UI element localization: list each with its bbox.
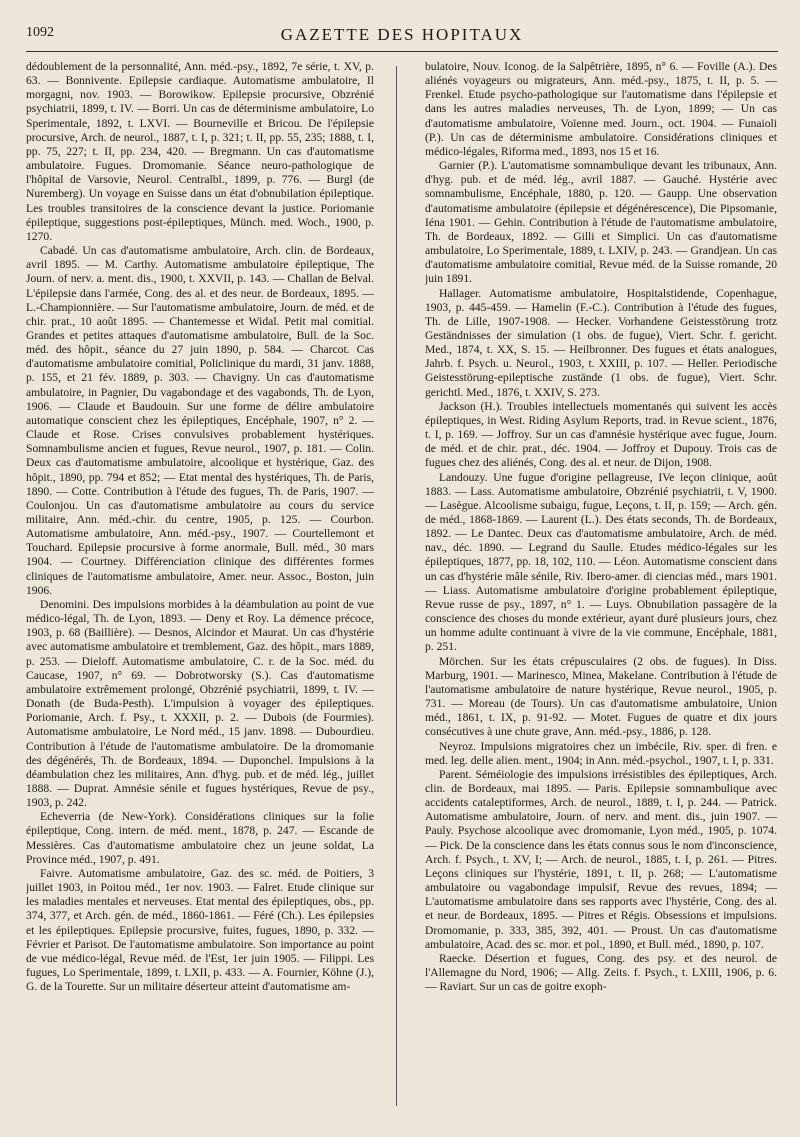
reference-entry: Neyroz. Impulsions migratoires chez un imbécile, Riv. sper. di fren. e med. leg. delle alien. ment., 1904; in Ann. méd.-psychol., 1907, t. I, p. 331.: [425, 739, 777, 767]
left-column: [26, 60, 374, 1120]
reference-entry: Mörchen. Sur les états crépusculaires (2 obs. de fugues). In Diss. Marburg, 1901. — Marinesco, Minea, Makelane. Contribution à l'étude de l'automatisme ambulatoire de nature hystérique, Revue neurol., 1905, p. 731. — Moreau (de Tours). Un cas d'automatisme ambulatoire, Union méd., 1861, t. IX, p. 91-92. — Motet. Fugues de quatre et dix jours consécutives à une chute grave, Ann. méd.-psy., 1886, p. 128.: [425, 654, 777, 739]
page-number: 1092: [26, 25, 54, 40]
reference-entry: Faivre. Automatisme ambulatoire, Gaz. des sc. méd. de Poitiers, 3 juillet 1903, in Poitou méd., 1er nov. 1903. — Falret. Etude clinique sur les maladies mentales et nerveuses. Etat mental des épileptiques, obs., pp. 374, 377, et Arch. gén. de méd., 1860-1861. — Féré (Ch.). Les épilepsies et les épileptiques. Epilepsie procursive, fuites, fugues, 1890, p. 332. — Février et Parisot. De l'automatisme ambulatoire. Son importance au point de vue médico-légal, Revue méd. de l'Est, 1er juin 1905. — Filippi. Les fugues, Lo Sperimentale, 1899, t. LXII, p. 433. — A. Fournier, Köhne (J.), G. de la Tourette. Sur un militaire déserteur atteint d'automatisme am-: [26, 866, 374, 994]
reference-entry: Landouzy. Une fugue d'origine pellagreuse, IVe leçon clinique, août 1883. — Lass. Automatisme ambulatoire, Obzrénié psychiatrii, t. V, 1900. — Lasègue. Alcoolisme subaigu, fugue, Leçons, t. II, p. 159; — Arch. gén. de méd., 1868-1869. — Laurent (L.). Des états seconds, Th. de Bordeaux, 1892. — Le Dantec. Deux cas d'automatisme ambulatoire, Arch. de méd. nav., déc. 1890. — Legrand du Saulle. Etudes médico-légales sur les épileptiques, 1877, pp. 18, 102, 110. — Léon. Automatisme conscient dans un cas d'hystérie mâle sénile, Riv. Ibero-amer. di ciencias méd., mars 1901. — Liass. Automatisme ambulatoire d'origine probablement épileptique, Revue russe de psy., 1897, n° 1. — Luys. Obnubilation passagère de la conscience des choses du monde extérieur, ayant duré plusieurs jours, chez un homme adulte continuant à vivre de la vie commune, Encéphale, 1881, p. 251.: [425, 470, 777, 654]
reference-entry: Hallager. Automatisme ambulatoire, Hospitalstidende, Copenhague, 1903, p. 445-459. — Hamelin (F.-C.). Contribution à l'étude des fugues, Th. de Lille, 1907-1908. — Hecker. Vorhandene Geistesstörung trotz Geständnisses der simulation (1 obs. de fugue), Viert. Schr. f. gericht. Med., 1874, t. XX, S. 15. — Heilbronner. Des fugues et états analogues, Jahrb. f. Psych. u. Neurol., 1903, t. XXIII, p. 107. — Heller. Periodische Geistesstörung-epileptische zustände (1 obs. de fugue), Viert. Schr. gerichtl. Med., 1876, t. XXIV, S. 273.: [425, 286, 777, 399]
running-title: GAZETTE DES HOPITAUX: [280, 25, 524, 44]
reference-entry: Raecke. Désertion et fugues, Cong. des psy. et des neurol. de l'Allemagne du Nord, 1906; — Allg. Zeits. f. Psych., t. LXIII, 1906, p. 6. — Raviart. Sur un cas de goitre exoph-: [425, 951, 777, 994]
column-divider: [396, 66, 397, 1106]
reference-entry: Cabadé. Un cas d'automatisme ambulatoire, Arch. clin. de Bordeaux, avril 1895. — M. Carthy. Automatisme ambulatoire épileptique, The Journ. of nerv. a. ment. dis., 1900, t. XXVII, p. 143. — Challan de Belval. L'épilepsie dans l'armée, Cong. des al. et des neur. de Bordeaux, 1895. — L.-Championnière. — Sur l'automatisme ambulatoire, Journ. de méd. et de chir. prat., 10 août 1895. — Chantemesse et Widal. Petit mal comitial. Grandes et petites attaques d'automatisme ambulatoire, Bull. de la Soc. méd. des hôpit., séance du 27 juin 1890, p. 584. — Charcot. Cas d'automatisme ambulatoire comitial, Policlinique du mardi, 31 janv. 1888, p. 155, et 21 fév. 1889, p. 303. — Chavigny. Un cas d'automatisme ambulatoire, in Pagnier, Du vagabondage et des vagabonds, Th. de Lyon, 1906. — Claude et Baudouin. Sur une forme de délire ambulatoire automatique conscient chez les épileptiques, Encéphale, 1907, n° 2. — Claude et Rose. Crises convulsives probablement hystériques. Somnambulisme ancien et fugues, Revue neurol., 1907, p. 181. — Colin. Deux cas d'automatisme ambulatoire, alcoolique et hystérique, Gaz. des hôpit., 1890, pp. 794 et 852; — Etat mental des hystériques, Th. de Paris, 1890. — Cotte. Contribution à l'étude des fugues, Th. de Paris, 1907. — Coulonjou. Un cas d'automatisme ambulatoire au cours du service militaire, Ann. méd.-chir. du centre, 1905, p. 125. — Courbon. Automatisme ambulatoire, Ann. méd.-psy., 1907. — Courtellemont et Touchard. Epilepsie procursive à forme anormale, Bull. méd., 30 mars 1904. — Courtney. Différenciation clinique des différentes formes cliniques de l'automatisme ambulatoire, Amer. neur. Assoc., Boston, juin 1906.: [26, 244, 374, 597]
page-header: [26, 22, 778, 48]
header-rule: [26, 51, 778, 52]
reference-entry: Echeverria (de New-York). Considérations cliniques sur la folie épileptique, Cong. intern. de méd. ment., 1878, p. 247. — Escande de Messières. Cas d'automatisme ambulatoire chez un jeune soldat, La Province méd., 1907, p. 491.: [26, 810, 374, 866]
reference-entry: Garnier (P.). L'automatisme somnambulique devant les tribunaux, Ann. d'hyg. pub. et de méd. lég., avril 1887. — Gauché. Hystérie avec somnambulisme, Encéphale, 1880, p. 120. — Gaupp. Une observation d'automatisme ambulatoire (épilepsie et dégénérescence), Die Pipsomanie, Iéna 1901. — Gehin. Contribution à l'étude de l'automatisme ambulatoire, Th. de Bordeaux, 1892. — Gilli et Simplici. Un cas d'automatisme ambulatoire, Lo Sperimentale, 1889, t. LXIV, p. 243. — Grandjean. Un cas d'automatisme ambulatoire comitial, Revue méd. de la Suisse romande, 20 juin 1891.: [425, 159, 777, 286]
reference-entry: dédoublement de la personnalité, Ann. méd.-psy., 1892, 7e série, t. XV, p. 63. — Bonnivente. Epilepsie cardiaque. Automatisme ambulatoire, Il morgagni, nov. 1903. — Borowikow. Epilepsie procursive, Obzrénié psychiatrii, 1899, t. IV. — Borri. Un cas de déterminisme ambulatoire, Lo Sperimentale, 1892, t. LXVI. — Bourneville et Bricou. De l'épilepsie procursive, Arch. de neurol., 1887, t. I, p. 321; t. II, pp. 55, 235; 1888, t. I, pp. 75, 227; t. II, pp. 234, 420. — Bregmann. Un cas d'automatisme ambulatoire. Fugues. Dromomanie. Séance neuro-pathologique de l'hôpital de Varsovie, Neurol. Centralbl., 1899, p. 776. — Burgl (de Nuremberg). Un voyage en Suisse dans un état d'obnubilation épileptique. Les troubles transitoires de la conscience devant la justice. Poriomanie épileptique, suggestions post-épileptiques, Münch. med. Woch., 1900, p. 1270.: [26, 60, 374, 243]
reference-entry: Denomini. Des impulsions morbides à la déambulation au point de vue médico-légal, Th. de Lyon, 1893. — Deny et Roy. La démence précoce, 1903, p. 68 (Baillière). — Desnos, Alcindor et Maurat. Un cas d'hystérie avec automatisme ambulatoire et tremblement, Gaz. des hôpit., mars 1889, p. 253. — Dieloff. Automatisme ambulatoire, C. r. de la Soc. méd. du Caucase, 1907, n° 69. — Dobrotworsky (S.). Cas d'automatisme ambulatoire extrêmement prolongé, Obzrénié psychiatrii, 1899, t. IV. — Donath (de Buda-Pesth). L'impulsion à voyager des épileptiques. Poriomanie, Arch. f. Psy., t. XXXII, p. 2. — Dubois (de Fourmies). Automatisme ambulatoire, Le Nord méd., 15 janv. 1898. — Dubourdieu. Contribution à l'étude de l'automatisme ambulatoire. De la dromomanie des dégénérés, Th. de Bordeaux, 1894. — Duponchel. Impulsions à la déambulation chez les militaires, Ann. d'hyg. pub. et de méd. lég., juillet 1888. — Duprat. Amnésie sénile et fugues hystériques, Revue de psy., 1903, p. 242.: [26, 597, 374, 810]
reference-entry: Jackson (H.). Troubles intellectuels momentanés qui suivent les accès épileptiques, in West. Riding Asylum Reports, trad. in Revue scient., 1876, t. I, p. 169. — Joffroy. Sur un cas d'amnésie hystérique avec fugue, Journ. de méd. et de chir. prat., déc. 1904. — Joffroy et Dupouy. Trois cas de fugues chez des aliénés, Cong. des al. et neur. de Dijon, 1908.: [425, 399, 777, 470]
reference-entry: Parent. Séméiologie des impulsions irrésistibles des épileptiques, Arch. clin. de Bordeaux, mai 1895. — Paris. Epilepsie somnambulique avec accidents cataleptiformes, Arch. de neurol., 1889, t. I, p. 244. — Patrick. Automatisme ambulatoire, Journ. of nerv. and ment. dis., juin 1907. — Pauly. Psychose alcoolique avec dromomanie, Lyon méd., 1905, p. 1074. — Pick. De la conscience dans les états connus sous le nom d'inconscience, Arch. f. Psych., t. XV, I; — Arch. de neurol., 1885, t. I, p. 261. — Pitres. Leçons cliniques sur l'hystérie, 1891, t. II, p. 268; — L'automatisme ambulatoire ou vagabondage impulsif, Revue des revues, 1894; — L'automatisme ambulatoire dans ses rapports avec l'hystérie, Cong. des al. et neur. de Bordeaux, 1895. — Pitres et Régis. Obsessions et impulsions. Dromomanie, p. 333, 385, 392, 401. — Proust. Un cas d'automatisme ambulatoire, Acad. des sc. mor. et pol., 1890, et Bull. méd., 1890, p. 107.: [425, 767, 777, 951]
right-column: [425, 60, 777, 1120]
reference-entry: bulatoire, Nouv. Iconog. de la Salpêtrière, 1895, n° 6. — Foville (A.). Des aliénés voyageurs ou migrateurs, Ann. méd.-psy., 1875, t. II, p. 5. — Frenkel. Etude psycho-pathologique sur l'automatisme dans l'épilepsie et dans les autres maladies nerveuses, Th. de Lyon, 1899; — Un cas d'automatisme ambulatoire, Voïenne med. Journ., oct. 1904. — Funaioli (P.). Un cas de déterminisme ambulatoire. Considérations cliniques et médico-légales, Riforma med., 1893, nos 15 et 16.: [425, 60, 777, 158]
